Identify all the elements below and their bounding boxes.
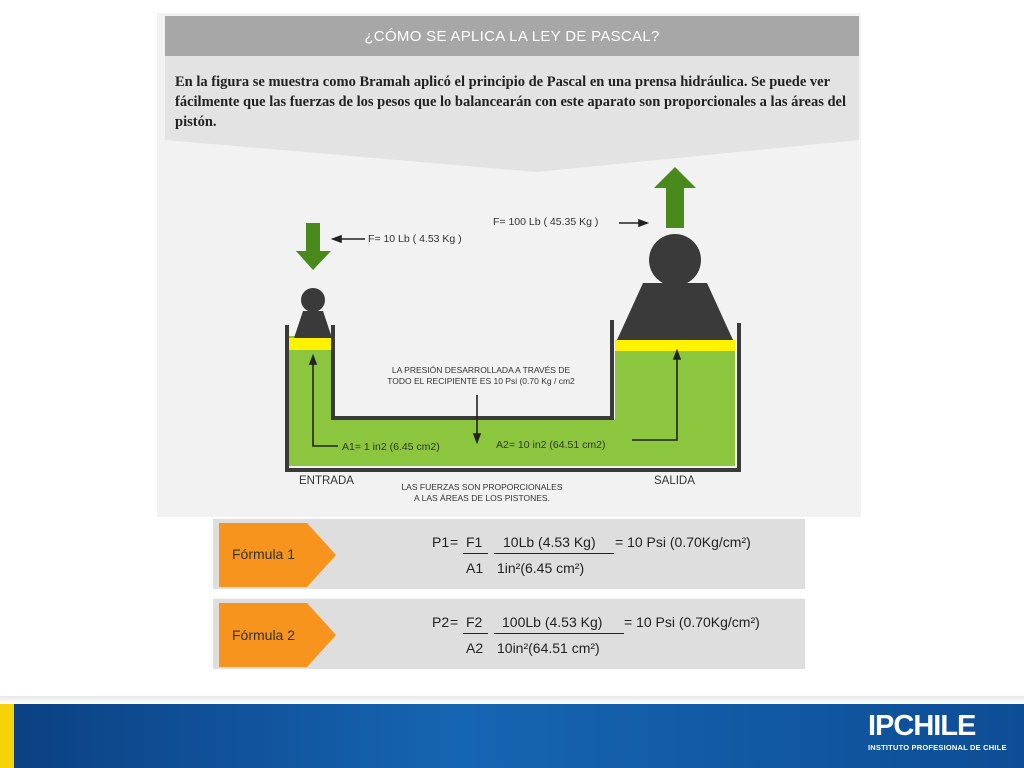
force-right-label: F= 100 Lb ( 45.35 Kg ): [493, 216, 599, 228]
formula-2-result: = 10 Psi (0.70Kg/cm²): [624, 614, 760, 630]
formula-1-p: P1: [432, 534, 450, 550]
formula-1-fa-line: [463, 553, 488, 554]
salida-label: SALIDA: [654, 475, 695, 487]
diagram-caption: [392, 482, 572, 504]
force-left-label: F= 10 Lb ( 4.53 Kg ): [368, 233, 462, 245]
piston-small: [289, 338, 332, 350]
formula-1-result: = 10 Psi (0.70Kg/cm²): [615, 534, 751, 550]
force-down-arrow-icon: [296, 223, 331, 270]
pressure-note-line2: TODO EL RECIPIENTE ES 10 Psi (0.70 Kg / cm2: [387, 376, 575, 386]
formula-2-fa-line: [463, 633, 488, 634]
footer-accent: [0, 704, 14, 768]
formula-1-fraction-line: [494, 553, 614, 554]
formula-1-numerator: 10Lb (4.53 Kg): [503, 534, 596, 550]
caption-line2: A LAS ÁREAS DE LOS PISTONES.: [414, 493, 550, 503]
formula-2-label: Fórmula 2: [232, 627, 296, 643]
intro-text: En la figura se muestra como Bramah aplicó el principio de Pascal en una prensa hidráulica. Se puede ver fácilmente que las fuerzas de los pesos que lo balancearán con este aparato son proporcionales a las áreas del pistón.: [175, 74, 847, 130]
caption-line1: LAS FUERZAS SON PROPORCIONALES: [401, 482, 563, 492]
formula-2-f: F2: [466, 614, 483, 630]
area-left-label: A1= 1 in2 (6.45 cm2): [342, 441, 440, 453]
weight-small: [294, 288, 332, 338]
formula-2-denominator: 10in²(64.51 cm²): [497, 640, 600, 656]
piston-large: [615, 340, 735, 351]
entrada-label: ENTRADA: [299, 475, 354, 487]
brand-subtitle: INSTITUTO PROFESIONAL DE CHILE: [868, 743, 1007, 752]
force-up-arrow-icon: [654, 167, 696, 228]
formula-2-numerator: 100Lb (4.53 Kg): [502, 614, 603, 630]
formula-2-a: A2: [466, 640, 484, 656]
hydraulic-press-diagram: [157, 150, 861, 517]
formula-1-f: F1: [466, 534, 483, 550]
formula-2-eq: =: [450, 614, 459, 630]
pressure-note-line1: LA PRESIÓN DESARROLLADA A TRAVÉS DE: [391, 365, 571, 375]
formula-2-p: P2: [432, 614, 450, 630]
brand-logo: IPCHILE: [868, 710, 976, 742]
formula-1-label: Fórmula 1: [232, 546, 296, 562]
footer-divider: [0, 696, 1024, 704]
formula-2-fraction-line: [494, 633, 624, 634]
formula-1-a: A1: [466, 560, 484, 576]
formula-1-eq: =: [450, 534, 459, 550]
area-right-label: A2= 10 in2 (64.51 cm2): [496, 439, 606, 451]
pressure-note: [372, 365, 590, 387]
formula-1-denominator: 1in²(6.45 cm²): [497, 560, 585, 576]
weight-large: [617, 234, 733, 340]
slide-title: ¿CÓMO SE APLICA LA LEY DE PASCAL?: [165, 16, 859, 56]
